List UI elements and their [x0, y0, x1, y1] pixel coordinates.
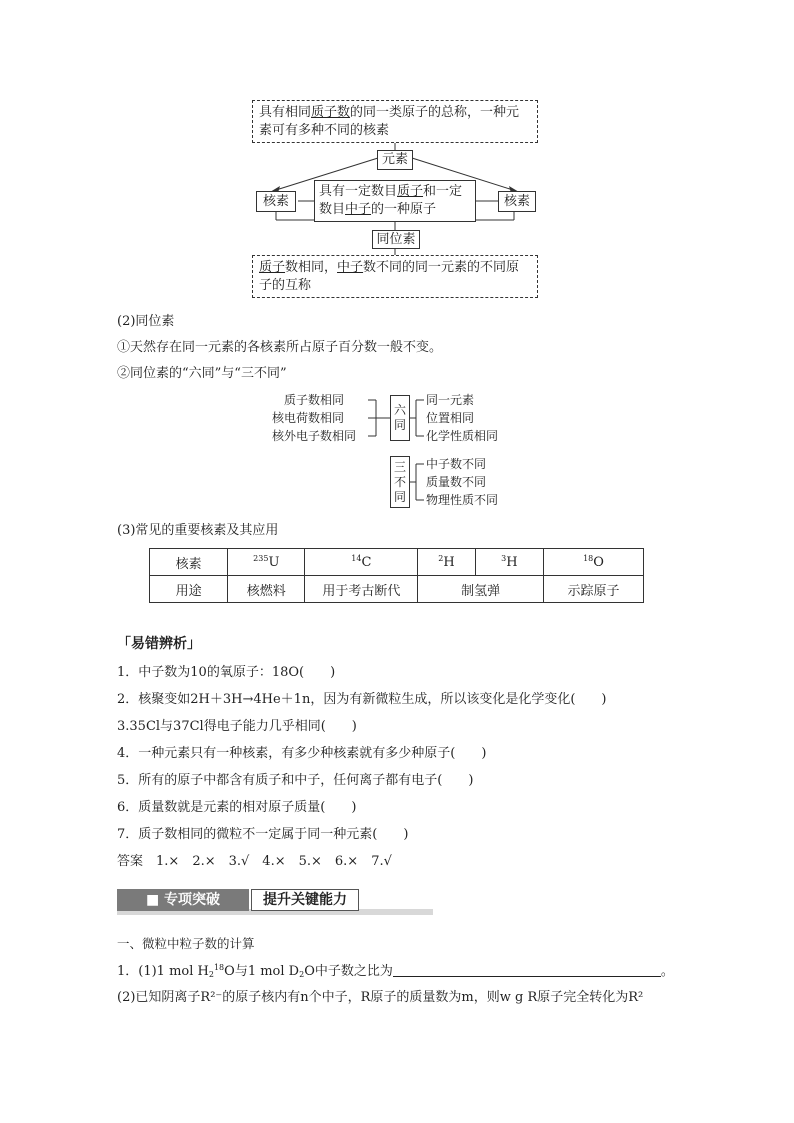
isotope-label-box: 同位素 [372, 230, 420, 249]
concept-diagram [248, 100, 540, 300]
six-right-2: 位置相同 [426, 411, 475, 425]
practice-q1: 1．(1)1 mol $H_2^{18}O$与1 mol $D_2O$中子数之比为 。 [117, 963, 674, 979]
isotope-definition-box: 质子数相同，中子数不同的同一元素的不同原子的互称 [252, 255, 538, 298]
table-cell: $^2$H [418, 549, 475, 576]
error-analysis-title: 「易错辨析」 [117, 636, 201, 652]
table-cell: $^3$H [475, 549, 543, 576]
six-left-1: 质子数相同 [284, 393, 345, 407]
element-definition-box: 具有相同质子数的同一类原子的总称，一种元素可有多种不同的核素 [252, 100, 538, 143]
corner-bracket-right-icon: 」 [187, 636, 201, 652]
element-label-box: 元素 [377, 150, 413, 170]
error-item-2: 2．核聚变如2H＋3H→4He＋1n，因为有新微粒生成，所以该变化是化学变化( ) [117, 692, 607, 707]
error-item-7: 7．质子数相同的微粒不一定属于同一种元素( ) [117, 827, 409, 842]
table-cell: 制氢弹 [418, 576, 544, 603]
error-item-3: 3.35Cl与37Cl得电子能力几乎相同( ) [117, 719, 357, 734]
six-right-1: 同一元素 [426, 393, 475, 407]
section3-heading: (3)常见的重要核素及其应用 [117, 523, 279, 538]
three-diff-box: 三不同 [390, 456, 410, 508]
table-cell: 用途 [150, 576, 228, 603]
six-left-3: 核外电子数相同 [272, 429, 357, 443]
table-cell: $^{18}$O [544, 549, 644, 576]
nuclide-definition-box: 具有一定数目质子和一定数目中子的一种原子 [314, 180, 476, 222]
corner-bracket-left-icon: 「 [117, 636, 131, 652]
six-three-diagram [270, 390, 530, 515]
table-row [150, 549, 644, 576]
practice-q2: (2)已知阴离子R²⁻的原子核内有n个中子，R原子的质量数为m，则w g R原子完全转化为R² [117, 990, 644, 1005]
answer-blank[interactable] [393, 962, 661, 977]
table-cell: $^{14}$C [305, 549, 418, 576]
section2-heading: (2)同位素 [117, 314, 175, 329]
error-item-5: 5．所有的原子中都含有质子和中子，任何离子都有电子( ) [117, 773, 474, 788]
table-cell: $^{235}$U [228, 549, 305, 576]
practice-heading: 一、微粒中粒子数的计算 [117, 936, 255, 951]
six-right-3: 化学性质相同 [426, 429, 499, 443]
nuclide-left-box: 核素 [256, 191, 296, 212]
answer-values: 1.× 2.× 3.√ 4.× 5.× 6.× 7.√ [156, 854, 392, 869]
error-item-1: 1．中子数为10的氧原子：18O( ) [117, 665, 336, 680]
diff-2: 质量数不同 [426, 475, 487, 489]
section2-item1: ①天然存在同一元素的各核素所占原子百分数一般不变。 [117, 340, 443, 355]
table-cell: 示踪原子 [544, 576, 644, 603]
square-bullet-icon: ■ [145, 892, 165, 908]
error-item-4: 4．一种元素只有一种核素，有多少种核素就有多少种原子( ) [117, 746, 487, 761]
answer-line [117, 853, 392, 871]
table-cell: 用于考古断代 [305, 576, 418, 603]
table-cell: 核燃料 [228, 576, 305, 603]
error-item-6: 6．质量数就是元素的相对原子质量( ) [117, 800, 357, 815]
six-left-2: 核电荷数相同 [272, 411, 345, 425]
section2-item2: ②同位素的“六同”与“三不同” [117, 366, 287, 381]
six-same-box: 六同 [390, 395, 410, 441]
diff-3: 物理性质不同 [426, 493, 499, 507]
nuclide-right-box: 核素 [498, 191, 536, 212]
banner-left-label: ■ 专项突破 [117, 889, 249, 911]
table-cell: 核素 [150, 549, 228, 576]
table-row [150, 576, 644, 603]
answer-label: 答案 [117, 854, 144, 869]
nuclide-table [149, 548, 644, 603]
diff-1: 中子数不同 [426, 457, 487, 471]
section-banner [117, 889, 433, 915]
banner-right-label: 提升关键能力 [251, 889, 359, 911]
